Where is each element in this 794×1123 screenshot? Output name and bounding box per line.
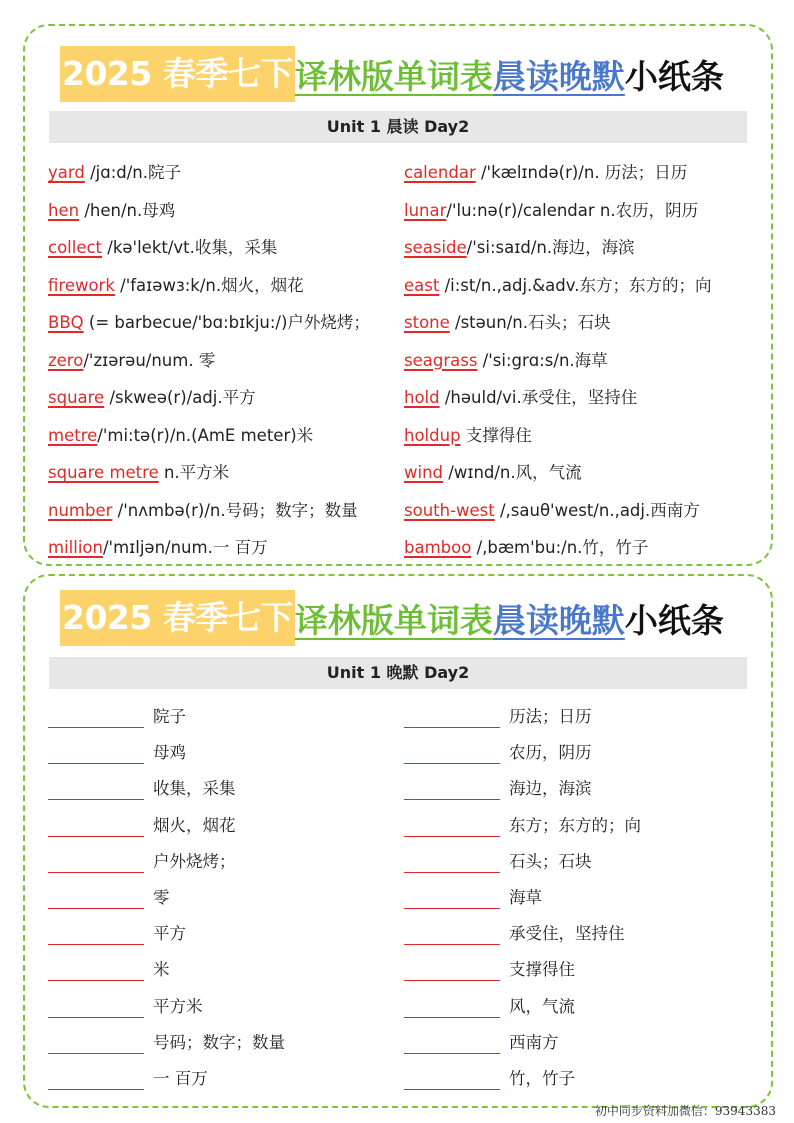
footer-note: 初中同步资料加微信：93943383 bbox=[594, 1104, 776, 1118]
answer-blank[interactable] bbox=[404, 1071, 500, 1090]
answer-blank[interactable] bbox=[48, 926, 144, 945]
vocab-word: lunar bbox=[404, 200, 447, 220]
answer-blank[interactable] bbox=[404, 818, 500, 837]
vocab-definition: /'si:grɑ:s/n.海草 bbox=[477, 350, 608, 370]
dictation-meaning: 东方；东方的；向 bbox=[509, 815, 641, 835]
title-edition: 译林版单词表 bbox=[294, 56, 493, 96]
dictation-meaning: 零 bbox=[153, 888, 170, 907]
dictation-meaning: 院子 bbox=[153, 707, 186, 726]
vocab-row bbox=[48, 425, 313, 447]
title-note: 小纸条 bbox=[624, 56, 724, 96]
vocab-row bbox=[404, 162, 687, 184]
vocab-row bbox=[48, 275, 304, 297]
dictation-meaning: 一 百万 bbox=[153, 1069, 208, 1088]
dictation-row bbox=[48, 1032, 285, 1054]
vocab-word: square metre bbox=[48, 463, 159, 482]
vocab-definition: /'si:saɪd/n.海边，海滨 bbox=[466, 238, 635, 257]
vocab-word: million bbox=[48, 538, 103, 557]
dictation-meaning: 平方 bbox=[153, 924, 186, 944]
dictation-row bbox=[48, 1068, 208, 1090]
answer-blank[interactable] bbox=[48, 999, 144, 1018]
dictation-meaning: 户外烧烤； bbox=[153, 851, 236, 871]
vocab-definition: n.平方米 bbox=[158, 463, 230, 482]
dictation-row bbox=[48, 778, 236, 800]
dictation-meaning: 农历，阴历 bbox=[509, 743, 592, 763]
answer-blank[interactable] bbox=[404, 745, 500, 764]
vocab-definition: /'mi:tə(r)/n.(AmE meter)米 bbox=[97, 425, 314, 445]
answer-blank[interactable] bbox=[48, 1035, 144, 1054]
dictation-row bbox=[48, 742, 186, 764]
dictation-row bbox=[404, 778, 592, 800]
answer-blank[interactable] bbox=[404, 890, 500, 909]
vocab-row bbox=[48, 200, 175, 222]
answer-blank[interactable] bbox=[404, 709, 500, 728]
dictation-meaning: 海草 bbox=[509, 888, 542, 907]
dictation-row bbox=[404, 706, 592, 728]
vocab-definition: /hen/n.母鸡 bbox=[79, 200, 176, 220]
dictation-row bbox=[48, 923, 186, 945]
vocab-definition: 支撑得住 bbox=[460, 425, 532, 445]
dictation-row bbox=[404, 959, 575, 981]
dictation-meaning: 收集，采集 bbox=[153, 779, 236, 799]
morning-card bbox=[23, 24, 773, 566]
vocab-definition: /jɑ:d/n.院子 bbox=[84, 163, 181, 182]
vocab-row bbox=[404, 537, 648, 559]
answer-blank[interactable] bbox=[48, 1071, 144, 1090]
vocab-row bbox=[48, 537, 268, 559]
dictation-meaning: 海边，海滨 bbox=[509, 779, 592, 799]
vocab-definition: /'zɪərəu/num. 零 bbox=[83, 350, 216, 370]
vocab-word: east bbox=[404, 275, 440, 295]
dictation-meaning: 号码；数字；数量 bbox=[153, 1032, 285, 1052]
vocab-word: calendar bbox=[404, 163, 476, 182]
dictation-meaning: 承受住，坚持住 bbox=[509, 924, 625, 944]
answer-blank[interactable] bbox=[404, 781, 500, 800]
vocab-row bbox=[48, 162, 181, 184]
vocab-row bbox=[404, 275, 711, 297]
dictation-row bbox=[404, 1032, 559, 1054]
dictation-meaning: 石头；石块 bbox=[509, 851, 592, 871]
vocab-row bbox=[404, 425, 532, 447]
vocab-definition: /,bæm'bu:/n.竹，竹子 bbox=[471, 538, 649, 557]
evening-title bbox=[60, 590, 724, 646]
answer-blank[interactable] bbox=[404, 999, 500, 1018]
dictation-meaning: 平方米 bbox=[153, 996, 203, 1016]
vocab-row bbox=[48, 387, 256, 409]
answer-blank[interactable] bbox=[48, 962, 144, 981]
dictation-row bbox=[404, 851, 592, 873]
evening-header: Unit 1 晚默 Day2 bbox=[49, 657, 747, 689]
vocab-word: collect bbox=[48, 238, 103, 257]
dictation-meaning: 竹，竹子 bbox=[509, 1069, 575, 1088]
vocab-word: seaside bbox=[404, 238, 467, 257]
vocab-word: BBQ bbox=[48, 313, 84, 332]
answer-blank[interactable] bbox=[48, 781, 144, 800]
dictation-row bbox=[48, 851, 236, 873]
answer-blank[interactable] bbox=[404, 926, 500, 945]
dictation-row bbox=[404, 742, 592, 764]
morning-title bbox=[60, 46, 724, 102]
vocab-word: south-west bbox=[404, 500, 495, 520]
title-readwrite: 晨读晚默 bbox=[492, 600, 625, 640]
dictation-meaning: 支撑得住 bbox=[509, 960, 575, 980]
vocab-definition: /'nʌmbə(r)/n.号码；数字；数量 bbox=[112, 500, 358, 520]
dictation-row bbox=[48, 996, 203, 1018]
vocab-word: hen bbox=[48, 200, 80, 220]
vocab-word: zero bbox=[48, 350, 84, 370]
dictation-row bbox=[404, 1068, 575, 1090]
vocab-row bbox=[404, 462, 582, 484]
vocab-definition: /kə'lekt/vt.收集，采集 bbox=[102, 238, 278, 257]
vocab-row bbox=[48, 500, 358, 522]
dictation-meaning: 西南方 bbox=[509, 1032, 559, 1052]
title-note: 小纸条 bbox=[624, 600, 724, 640]
vocab-word: holdup bbox=[404, 425, 461, 445]
vocab-word: hold bbox=[404, 388, 440, 407]
answer-blank[interactable] bbox=[404, 1035, 500, 1054]
title-season: 2025 春季七下 bbox=[60, 46, 295, 102]
answer-blank[interactable] bbox=[404, 854, 500, 873]
dictation-meaning: 米 bbox=[153, 960, 170, 980]
vocab-definition: /skweə(r)/adj.平方 bbox=[104, 388, 256, 407]
dictation-row bbox=[404, 815, 641, 837]
answer-blank[interactable] bbox=[48, 890, 144, 909]
vocab-row bbox=[404, 387, 637, 409]
vocab-word: square bbox=[48, 388, 105, 407]
morning-header: Unit 1 晨读 Day2 bbox=[49, 111, 747, 143]
vocab-word: wind bbox=[404, 463, 444, 482]
dictation-row bbox=[404, 887, 542, 909]
vocab-row bbox=[404, 350, 608, 372]
vocab-row bbox=[48, 237, 277, 259]
vocab-definition: /'faɪəwɜ:k/n.烟火，烟花 bbox=[114, 275, 304, 295]
title-readwrite: 晨读晚默 bbox=[492, 56, 625, 96]
vocab-word: metre bbox=[48, 425, 98, 445]
vocab-definition: /'lu:nə(r)/calendar n.农历，阴历 bbox=[446, 200, 699, 220]
title-season: 2025 春季七下 bbox=[60, 590, 295, 646]
vocab-row bbox=[404, 312, 610, 334]
vocab-definition: (= barbecue/'bɑ:bɪkju:/)户外烧烤； bbox=[83, 313, 370, 332]
vocab-row bbox=[404, 500, 700, 522]
dictation-meaning: 风，气流 bbox=[509, 996, 575, 1016]
dictation-row bbox=[404, 923, 625, 945]
vocab-definition: /,sauθ'west/n.,adj.西南方 bbox=[494, 500, 700, 520]
vocab-definition: /i:st/n.,adj.&adv.东方；东方的；向 bbox=[439, 275, 712, 295]
dictation-row bbox=[404, 996, 575, 1018]
vocab-word: number bbox=[48, 500, 113, 520]
dictation-meaning: 历法；日历 bbox=[509, 707, 592, 726]
vocab-row bbox=[48, 350, 215, 372]
vocab-definition: /wɪnd/n.风，气流 bbox=[443, 463, 582, 482]
dictation-row bbox=[48, 959, 170, 981]
vocab-definition: /'mɪljən/num.一 百万 bbox=[102, 538, 268, 557]
answer-blank[interactable] bbox=[404, 962, 500, 981]
vocab-row bbox=[404, 237, 635, 259]
vocab-definition: /həuld/vi.承受住，坚持住 bbox=[439, 388, 638, 407]
vocab-row bbox=[48, 312, 370, 334]
vocab-definition: /stəun/n.石头；石块 bbox=[449, 313, 611, 332]
vocab-word: yard bbox=[48, 163, 85, 182]
vocab-row bbox=[404, 200, 698, 222]
vocab-word: bamboo bbox=[404, 538, 472, 557]
dictation-row bbox=[48, 706, 186, 728]
vocab-row bbox=[48, 462, 229, 484]
dictation-meaning: 母鸡 bbox=[153, 743, 186, 763]
answer-blank[interactable] bbox=[48, 709, 144, 728]
evening-card bbox=[23, 574, 773, 1108]
dictation-row bbox=[48, 815, 236, 837]
dictation-row bbox=[48, 887, 170, 909]
vocab-word: stone bbox=[404, 313, 450, 332]
vocab-definition: /'kælɪndə(r)/n. 历法；日历 bbox=[475, 163, 688, 182]
vocab-word: firework bbox=[48, 275, 115, 295]
title-edition: 译林版单词表 bbox=[294, 600, 493, 640]
dictation-meaning: 烟火，烟花 bbox=[153, 815, 236, 835]
answer-blank[interactable] bbox=[48, 854, 144, 873]
vocab-word: seagrass bbox=[404, 350, 478, 370]
answer-blank[interactable] bbox=[48, 818, 144, 837]
answer-blank[interactable] bbox=[48, 745, 144, 764]
